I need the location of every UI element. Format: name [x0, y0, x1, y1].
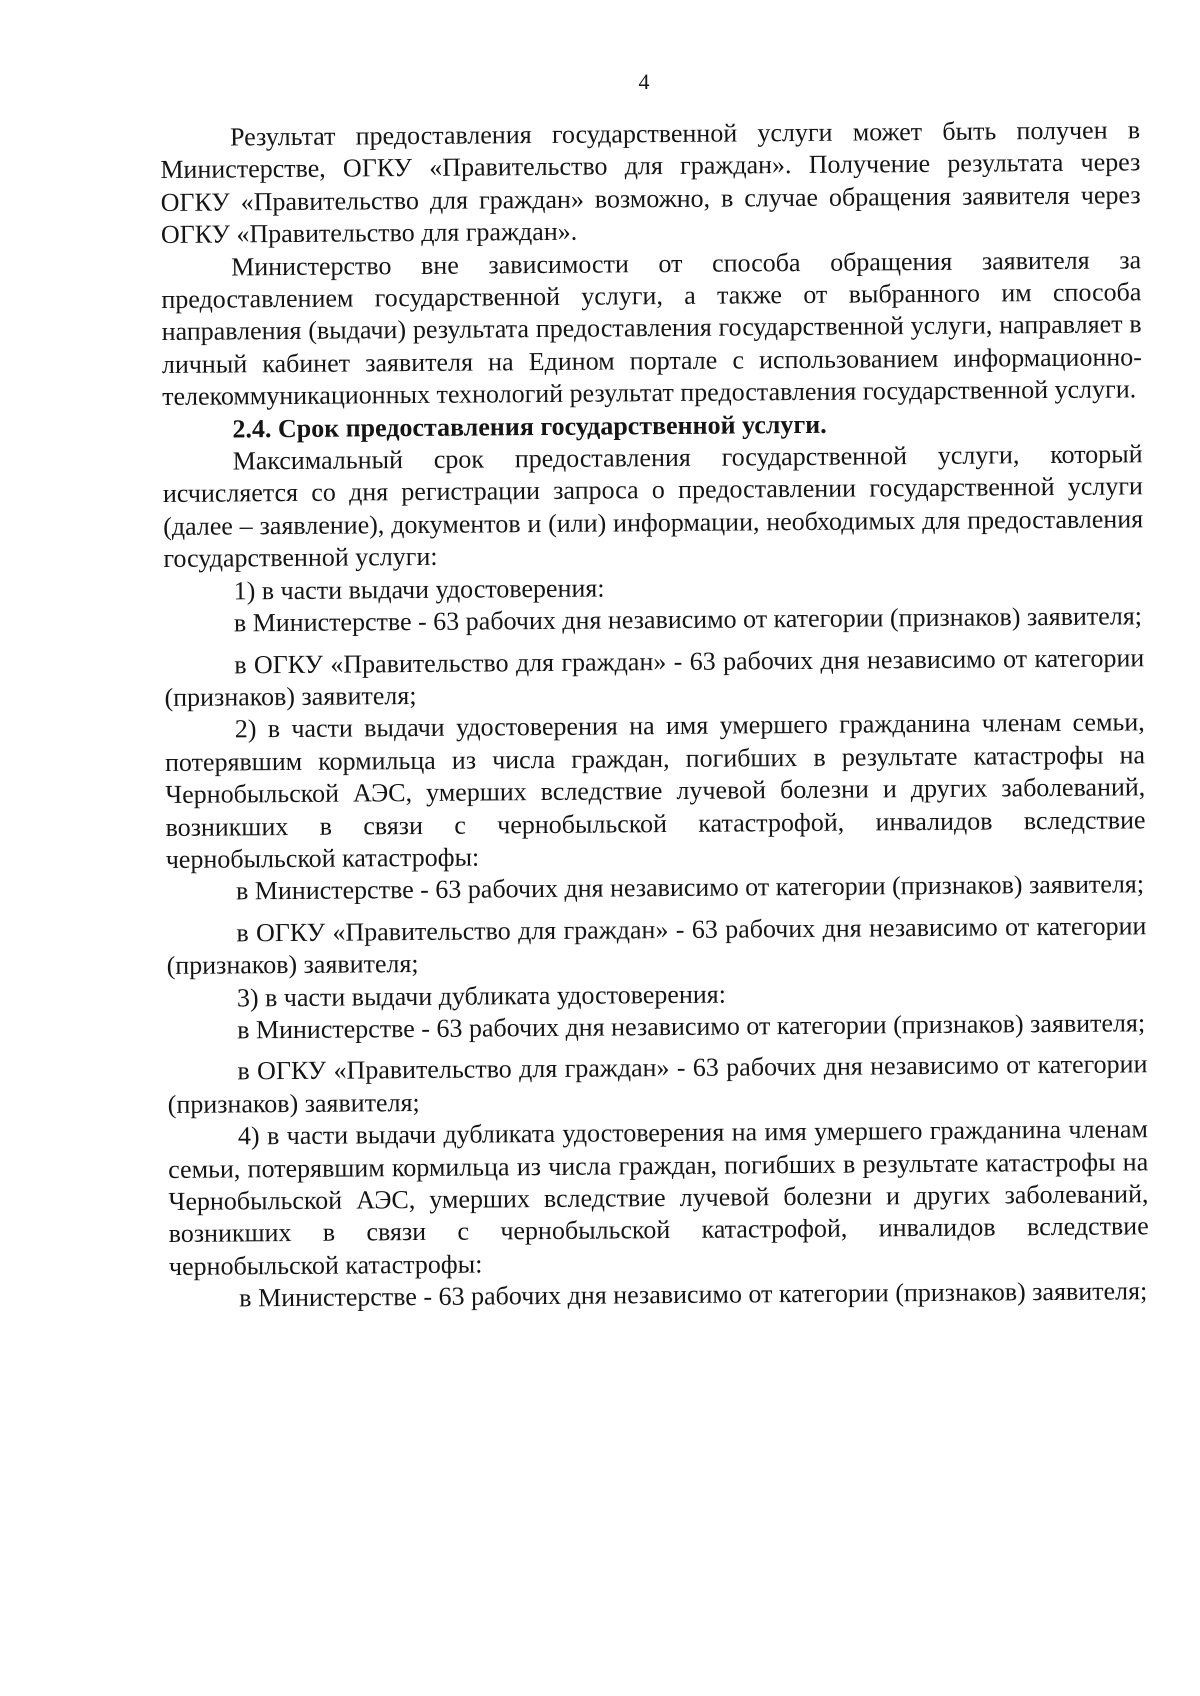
paragraph-result-receipt: Результат предоставления государственной услуги может быть получен в Министерстве, ОГКУ «Правительство для граждан». Получение результата через ОГКУ «Правительство для граждан» возможно, в случае обращения заявителя через ОГКУ «Правительство для граждан». [160, 115, 1141, 250]
document-body [160, 114, 1149, 1324]
list-item-3: 3) в части выдачи дубликата удостоверения: [236, 979, 727, 1012]
paragraph-ministry-cabinet: Министерство вне зависимости от способа обращения заявителя за предоставлением государственной услуги, а также от выбранного им способа направления (выдачи) результата предоставления государственной услуги, направляет в личный кабинет заявителя на Едином портале с использованием информационно-телекоммуникационных технологий результат предоставления государственной услуги. [161, 244, 1142, 412]
list-item-4: 4) в части выдачи дубликата удостоверения на имя умершего гражданина членам семьи, потерявшим кормильца из числа граждан, погибших в результате катастрофы на Чернобыльской АЭС, умерших вследствие лучевой болезни и других заболеваний, возникших в связи с чернобыльской катастрофой, инвалидов вследствие чернобыльской катастрофы: [168, 1114, 1149, 1281]
term-ogku-1: в ОГКУ «Правительство для граждан» - 63 рабочих дня независимо от категории (признаков) заявителя; [164, 642, 1145, 712]
term-ministry-4: в Министерстве - 63 рабочих дня независимо от категории (признаков) заявителя; [239, 1276, 1148, 1313]
section-heading-2-4: 2.4. Срок предоставления государственной услуги. [232, 409, 827, 444]
page-number: 4 [638, 69, 650, 94]
list-item-2: 2) в части выдачи удостоверения на имя умершего гражданина членам семьи, потерявшим кормильца из числа граждан, погибших в результате катастрофы на Чернобыльской АЭС, умерших вследствие лучевой болезни и других заболеваний, возникших в связи с чернобыльской катастрофой, инвалидов вследствие чернобыльской катастрофы: [164, 707, 1146, 874]
term-ministry-1: в Министерстве - 63 рабочих дня независимо от категории (признаков) заявителя; [233, 601, 1143, 638]
term-ministry-2: в Министерстве - 63 рабочих дня независимо от категории (признаков) заявителя; [235, 869, 1145, 906]
term-ogku-2: в ОГКУ «Правительство для граждан» - 63 рабочих дня независимо от категории (признаков) заявителя; [166, 911, 1147, 981]
term-ministry-3: в Министерстве - 63 рабочих дня независимо от категории (признаков) заявителя; [237, 1008, 1146, 1045]
list-item-1: 1) в части выдачи удостоверения: [233, 573, 605, 606]
term-ogku-3: в ОГКУ «Правительство для граждан» - 63 рабочих дня независимо от категории (признаков) заявителя; [167, 1049, 1148, 1119]
paragraph-max-term: Максимальный срок предоставления государственной услуги, который исчисляется со дня регистрации запроса о предоставлении государственной услуги (далее – заявление), документов и (или) информации, необходимых для предоставления государственной услуги: [162, 439, 1144, 574]
